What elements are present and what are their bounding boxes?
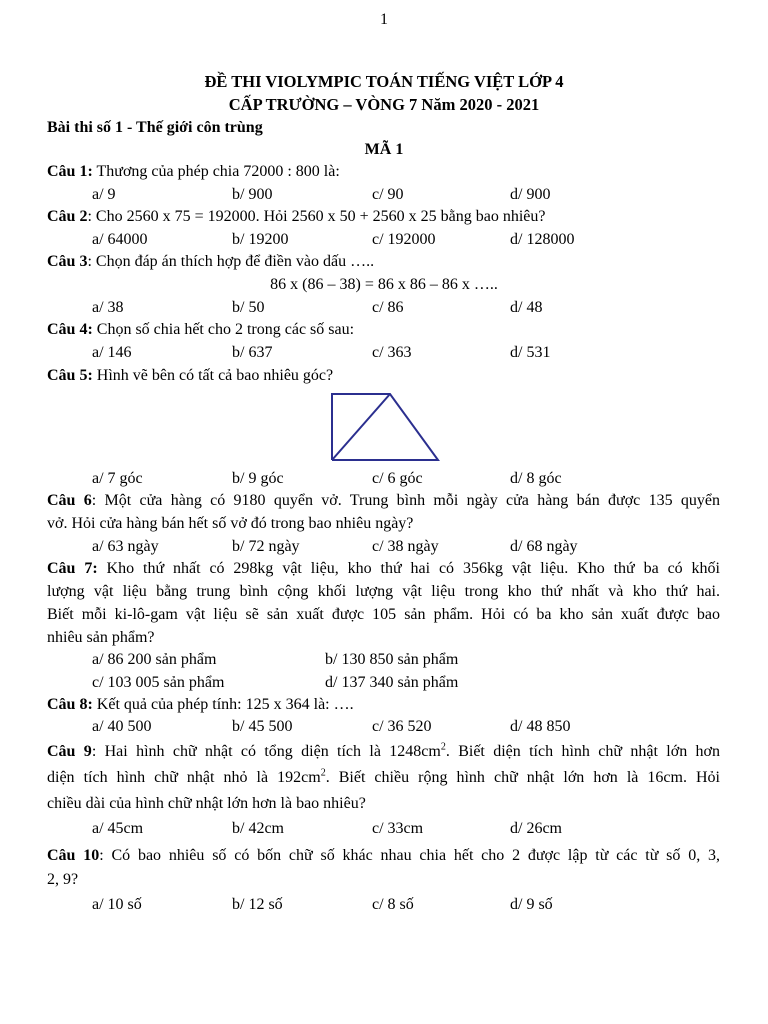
- question-label: Câu 4:: [47, 321, 93, 338]
- question-text: Kho thứ nhất có 298kg vật liệu, kho thứ hai có 356kg vật liệu. Kho thứ ba có khối: [97, 560, 721, 577]
- q5-option-c: c/ 6 góc: [372, 470, 423, 487]
- q1-option-c: c/ 90: [372, 186, 404, 203]
- question-7-line-2: lượng vật liệu bằng trung bình cộng khối lượng vật liệu trong kho thứ nhất và kho thứ hai.: [47, 583, 720, 600]
- question-text: Hình vẽ bên có tất cả bao nhiêu góc?: [92, 367, 334, 384]
- q3-formula: 86 x (86 – 38) = 86 x 86 – 86 x …..: [270, 276, 498, 293]
- q8-option-b: b/ 45 500: [232, 718, 293, 735]
- q6-option-b: b/ 72 ngày: [232, 538, 300, 555]
- question-text: : Một cửa hàng có 9180 quyển vở. Trung bình mỗi ngày cửa hàng bán được 135 quyển: [91, 492, 721, 509]
- exam-title: ĐỀ THI VIOLYMPIC TOÁN TIẾNG VIỆT LỚP 4: [204, 72, 564, 91]
- superscript: 2: [320, 767, 326, 779]
- question-8: [47, 695, 354, 715]
- figure-outline: [332, 394, 438, 460]
- q9-option-d: d/ 26cm: [510, 820, 562, 837]
- question-1: [47, 162, 340, 182]
- q2-option-a: a/ 64000: [92, 231, 148, 248]
- question-7-line-1: [47, 559, 720, 579]
- q1-option-b: b/ 900: [232, 186, 273, 203]
- q7-option-a: a/ 86 200 sản phẩm: [92, 651, 217, 668]
- q4-option-a: a/ 146: [92, 344, 132, 361]
- q3-option-c: c/ 86: [372, 299, 404, 316]
- superscript: 2: [440, 741, 446, 753]
- question-3: [47, 252, 374, 272]
- q3-option-a: a/ 38: [92, 299, 124, 316]
- question-6-line-2: vở. Hỏi cửa hàng bán hết số vở đó trong bao nhiêu ngày?: [47, 515, 414, 532]
- question-2: [47, 207, 545, 227]
- question-text: . Biết chiều rộng hình chữ nhật lớn hơn là 16cm. Hỏi: [325, 769, 720, 786]
- angle-figure: [328, 390, 442, 464]
- question-text: : Chọn đáp án thích hợp để điền vào dấu …..: [87, 253, 375, 270]
- q5-option-a: a/ 7 góc: [92, 470, 143, 487]
- exam-code: MÃ 1: [364, 141, 404, 158]
- question-10-line-1: [47, 846, 720, 866]
- q8-option-d: d/ 48 850: [510, 718, 571, 735]
- question-label: Câu 10: [47, 847, 100, 864]
- q8-option-a: a/ 40 500: [92, 718, 152, 735]
- question-label: Câu 8:: [47, 696, 93, 713]
- q2-option-d: d/ 128000: [510, 231, 575, 248]
- q5-option-b: b/ 9 góc: [232, 470, 284, 487]
- question-text: Kết quả của phép tính: 125 x 364 là: ….: [92, 696, 354, 713]
- q6-option-d: d/ 68 ngày: [510, 538, 578, 555]
- question-9-line-3: chiều dài của hình chữ nhật lớn hơn là bao nhiêu?: [47, 795, 366, 812]
- q4-option-b: b/ 637: [232, 344, 273, 361]
- section-title: Bài thi số 1 - Thế giới côn trùng: [47, 119, 263, 136]
- question-10-line-2: 2, 9?: [47, 871, 79, 888]
- question-5: [47, 366, 333, 386]
- question-text: diện tích hình chữ nhật nhỏ là 192cm: [47, 769, 321, 786]
- q9-option-b: b/ 42cm: [232, 820, 284, 837]
- question-label: Câu 1:: [47, 163, 93, 180]
- q7-option-b: b/ 130 850 sản phẩm: [325, 651, 459, 668]
- question-4: [47, 320, 354, 340]
- q3-option-b: b/ 50: [232, 299, 265, 316]
- question-text: . Biết diện tích hình chữ nhật lớn hơn: [445, 743, 721, 760]
- q7-option-c: c/ 103 005 sản phẩm: [92, 674, 225, 691]
- q10-option-c: c/ 8 số: [372, 896, 414, 913]
- q1-option-d: d/ 900: [510, 186, 551, 203]
- q8-option-c: c/ 36 520: [372, 718, 432, 735]
- q2-option-b: b/ 19200: [232, 231, 289, 248]
- question-text: Chọn số chia hết cho 2 trong các số sau:: [92, 321, 355, 338]
- question-text: : Cho 2560 x 75 = 192000. Hỏi 2560 x 50 + 2560 x 25 bằng bao nhiêu?: [87, 208, 546, 225]
- question-label: Câu 6: [47, 492, 92, 509]
- q6-option-a: a/ 63 ngày: [92, 538, 159, 555]
- q10-option-a: a/ 10 số: [92, 896, 142, 913]
- q10-option-b: b/ 12 số: [232, 896, 283, 913]
- q9-option-c: c/ 33cm: [372, 820, 424, 837]
- q7-option-d: d/ 137 340 sản phẩm: [325, 674, 459, 691]
- q4-option-c: c/ 363: [372, 344, 412, 361]
- figure-diagonal: [332, 394, 390, 460]
- q9-option-a: a/ 45cm: [92, 820, 144, 837]
- page-number: 1: [380, 11, 388, 28]
- question-label: Câu 7:: [47, 560, 98, 577]
- question-label: Câu 3: [47, 253, 88, 270]
- q6-option-c: c/ 38 ngày: [372, 538, 439, 555]
- q4-option-d: d/ 531: [510, 344, 551, 361]
- q2-option-c: c/ 192000: [372, 231, 436, 248]
- q3-option-d: d/ 48: [510, 299, 543, 316]
- question-6-line-1: [47, 491, 720, 511]
- question-7-line-4: nhiêu sản phẩm?: [47, 629, 155, 646]
- exam-subtitle: CẤP TRƯỜNG – VÒNG 7 Năm 2020 - 2021: [228, 95, 540, 114]
- question-label: Câu 9: [47, 743, 92, 760]
- question-9-line-1: [47, 742, 720, 762]
- question-text: Thương của phép chia 72000 : 800 là:: [92, 163, 340, 180]
- question-label: Câu 5:: [47, 367, 93, 384]
- q10-option-d: d/ 9 số: [510, 896, 553, 913]
- q5-option-d: d/ 8 góc: [510, 470, 562, 487]
- question-9-line-2: [47, 768, 720, 788]
- q1-option-a: a/ 9: [92, 186, 116, 203]
- question-label: Câu 2: [47, 208, 88, 225]
- question-text: : Có bao nhiêu số có bốn chữ số khác nhau chia hết cho 2 được lập từ các từ số 0, 3,: [99, 847, 720, 864]
- question-text: : Hai hình chữ nhật có tổng diện tích là 1248cm: [91, 743, 441, 760]
- question-7-line-3: Biết mỗi ki-lô-gam vật liệu sẽ sản xuất được 105 sản phẩm. Hỏi có ba kho sản xuất được bao: [47, 606, 720, 623]
